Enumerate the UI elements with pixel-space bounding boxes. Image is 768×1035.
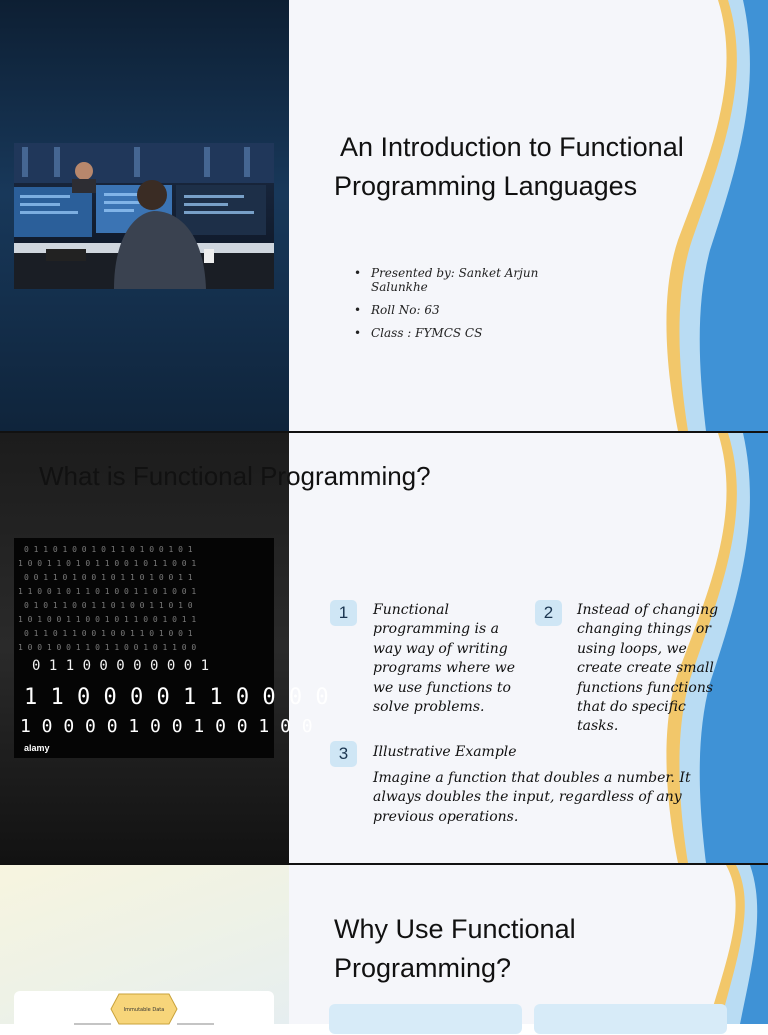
svg-text:1 1 0 0 0 0 1 1 0 0 0 0: 1 1 0 0 0 0 1 1 0 0 0 0 bbox=[24, 685, 329, 710]
svg-text:1 0 1 0 0 1 1 0 0 1 0 1 1 0 0: 1 0 1 0 0 1 1 0 0 1 0 1 1 0 0 1 0 1 1 bbox=[18, 615, 197, 624]
svg-text:0 1 1 0 0 0 0 0 0 0 1: 0 1 1 0 0 0 0 0 0 0 1 bbox=[32, 658, 210, 674]
slide-3 bbox=[0, 865, 768, 1024]
reason-card-2 bbox=[534, 1004, 727, 1034]
programmer-workstation-photo bbox=[14, 143, 274, 289]
item-2-number-badge: 2 bbox=[535, 600, 562, 626]
roll-number-item: • Roll No: 63 bbox=[354, 303, 541, 317]
item-2-text: Instead of changing changing things or using loops, we create create small functions functions that do specific tasks. bbox=[577, 602, 719, 735]
svg-text:0 0 1 1 0 1 0 0 1 0 1 1 0 1 0: 0 0 1 1 0 1 0 0 1 0 1 1 0 1 0 0 1 1 bbox=[24, 573, 193, 582]
presenter-info-list bbox=[354, 266, 541, 349]
slide-3-title bbox=[334, 910, 714, 988]
decorative-wave bbox=[648, 0, 768, 431]
svg-text:0 1 1 0 1 1 0 0 1 0 0 1 1 0 1: 0 1 1 0 1 1 0 0 1 0 0 1 1 0 1 0 0 1 bbox=[24, 629, 193, 638]
slide-2 bbox=[0, 433, 768, 863]
reason-card-1 bbox=[329, 1004, 522, 1034]
item-3-text: Imagine a function that doubles a number. It always doubles the input, regardless of any previous operations. bbox=[373, 770, 691, 825]
slide-1-title-line-1: An Introduction to Functional bbox=[340, 132, 684, 162]
svg-text:0 1 0 1 1 0 0 1 1 0 1 0 0 1 1: 0 1 0 1 1 0 0 1 1 0 1 0 0 1 1 0 1 0 bbox=[24, 601, 193, 610]
immutable-data-diagram bbox=[14, 991, 274, 1031]
item-1-text: Functional programming is a way way of writing programs where we we use functions to solve problems. bbox=[373, 602, 515, 716]
svg-text:1 0 0 0 0 1 0 0 1 0 0 1 0 0: 1 0 0 0 0 1 0 0 1 0 0 1 0 0 bbox=[20, 716, 313, 737]
item-3-heading: Illustrative Example bbox=[373, 744, 517, 760]
slide-2-title: What is Functional Programming? bbox=[39, 461, 431, 491]
photo-watermark: alamy bbox=[24, 743, 50, 753]
slide-1 bbox=[0, 0, 768, 431]
svg-text:1 0 0 1 0 0 1 1 0 1 1 0 0 1 0: 1 0 0 1 0 0 1 1 0 1 1 0 0 1 0 1 1 0 0 bbox=[18, 643, 197, 652]
svg-text:1 0 0 1 1 0 1 0 1 1 0 0 1 0 1: 1 0 0 1 1 0 1 0 1 1 0 0 1 0 1 1 0 0 1 bbox=[18, 559, 197, 568]
diagram-label: Immutable Data bbox=[123, 1007, 165, 1013]
item-3-number-badge: 3 bbox=[330, 741, 357, 767]
slide-3-title-line-2: Programming? bbox=[334, 953, 512, 983]
presenter-name-item: • Presented by: Sanket Arjun Salunkhe bbox=[354, 266, 541, 294]
svg-text:0 1 1 0 1 0 0 1 0 1 1 0 1 0 0: 0 1 1 0 1 0 0 1 0 1 1 0 1 0 0 1 0 1 bbox=[24, 545, 193, 554]
slide-1-title-line-2: Programming Languages bbox=[334, 171, 638, 201]
svg-text:1 1 0 0 1 0 1 1 0 1 0 0 1 1 0: 1 1 0 0 1 0 1 1 0 1 0 0 1 1 0 1 0 0 1 bbox=[18, 587, 197, 596]
slide-3-title-line-1: Why Use Functional bbox=[334, 914, 576, 944]
slide-1-title bbox=[334, 128, 734, 206]
item-1-number-badge: 1 bbox=[330, 600, 357, 626]
class-item: • Class : FYMCS CS bbox=[354, 326, 541, 340]
binary-code-photo bbox=[14, 538, 329, 758]
